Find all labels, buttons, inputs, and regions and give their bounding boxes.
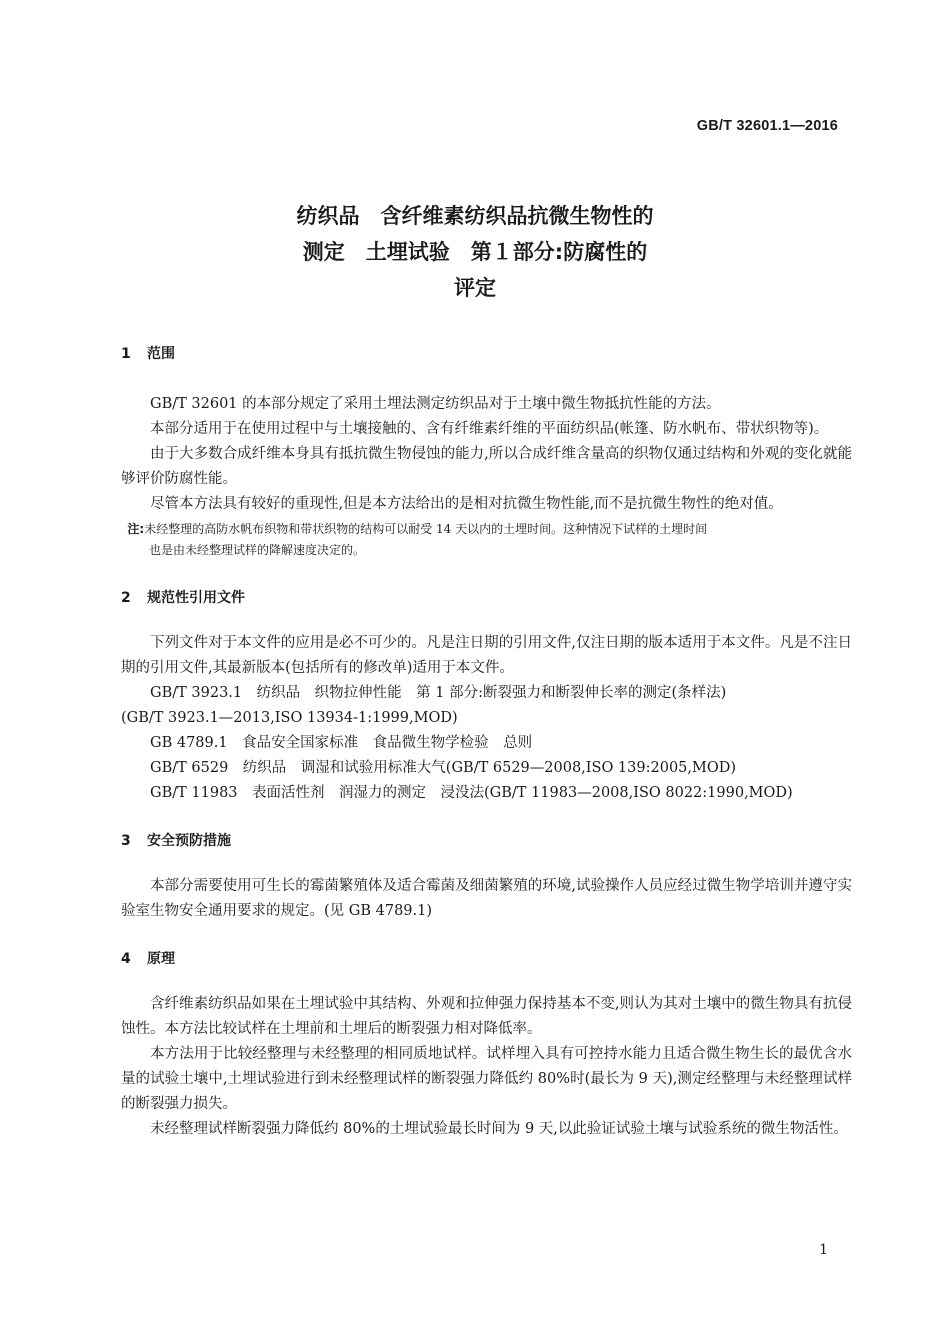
paragraph: 本部分需要使用可生长的霉菌繁殖体及适合霉菌及细菌繁殖的环境,试验操作人员应经过微生物学培训并遵守实验室生物安全通用要求的规定。(见 GB 4789.1) — [121, 878, 852, 919]
document-title — [0, 198, 950, 306]
section-1-heading: 1 范围 — [121, 346, 175, 362]
paragraph: 含纤维素纺织品如果在土埋试验中其结构、外观和拉伸强力保持基本不变,则认为其对土壤中的微生物具有抗侵蚀性。本方法比较试样在土埋前和土埋后的断裂强力相对降低率。 — [121, 996, 852, 1037]
paragraph: 未经整理试样断裂强力降低约 80%的土埋试验最长时间为 9 天,以此验证试验土壤与试验系统的微生物活性。 — [150, 1121, 848, 1137]
title-line-2: 测定 土埋试验 第１部分:防腐性的 — [302, 240, 648, 264]
paragraph: GB/T 32601 的本部分规定了采用土埋法测定纺织品对于土壤中微生物抵抗性能的方法。 — [150, 396, 721, 412]
reference-item: GB/T 6529 纺织品 调湿和试验用标准大气(GB/T 6529—2008,ISO 139:2005,MOD) — [150, 760, 737, 776]
section-4-heading: 4 原理 — [121, 951, 175, 967]
note-text-1: 未经整理的高防水帆布织物和带状织物的结构可以耐受 14 天以内的土埋时间。这种情况下试样的土埋时间 — [144, 522, 708, 536]
title-line-1: 纺织品 含纤维素纺织品抗微生物性的 — [296, 204, 654, 228]
standard-number: GB/T 32601.1—2016 — [696, 118, 838, 134]
reference-item: GB/T 11983 表面活性剂 润湿力的测定 浸没法(GB/T 11983—2008,ISO 8022:1990,MOD) — [150, 785, 793, 801]
section-3-heading: 3 安全预防措施 — [121, 833, 231, 849]
note-text-2: 也是由未经整理试样的降解速度决定的。 — [149, 543, 366, 557]
note-label: 注: — [127, 522, 145, 536]
reference-item: GB 4789.1 食品安全国家标准 食品微生物学检验 总则 — [150, 735, 533, 751]
title-line-3: 评定 — [454, 276, 496, 300]
document-body — [121, 343, 852, 1142]
paragraph: 由于大多数合成纤维本身具有抵抗微生物侵蚀的能力,所以合成纤维含量高的织物仅通过结构和外观的变化就能够评价防腐性能。 — [121, 446, 852, 487]
paragraph: 本方法用于比较经整理与未经整理的相同质地试样。试样埋入具有可控持水能力且适合微生物生长的最优含水量的试验土壤中,土埋试验进行到未经整理试样的断裂强力降低约 80%时(最长为 9 天),测定经整理与未经整理试样的断裂强力损失。 — [121, 1046, 852, 1112]
reference-item-continuation: (GB/T 3923.1—2013,ISO 13934-1:1999,MOD) — [121, 710, 458, 726]
page-number: 1 — [819, 1242, 828, 1258]
paragraph: 本部分适用于在使用过程中与土壤接触的、含有纤维素纤维的平面纺织品(帐篷、防水帆布、带状织物等)。 — [150, 421, 829, 437]
reference-item: GB/T 3923.1 纺织品 织物拉伸性能 第 1 部分:断裂强力和断裂伸长率的测定(条样法) — [150, 685, 727, 701]
paragraph: 尽管本方法具有较好的重现性,但是本方法给出的是相对抗微生物性能,而不是抗微生物性的绝对值。 — [150, 496, 783, 512]
note — [121, 519, 852, 561]
paragraph: 下列文件对于本文件的应用是必不可少的。凡是注日期的引用文件,仅注日期的版本适用于本文件。凡是不注日期的引用文件,其最新版本(包括所有的修改单)适用于本文件。 — [121, 635, 852, 676]
section-2-heading: 2 规范性引用文件 — [121, 590, 245, 606]
